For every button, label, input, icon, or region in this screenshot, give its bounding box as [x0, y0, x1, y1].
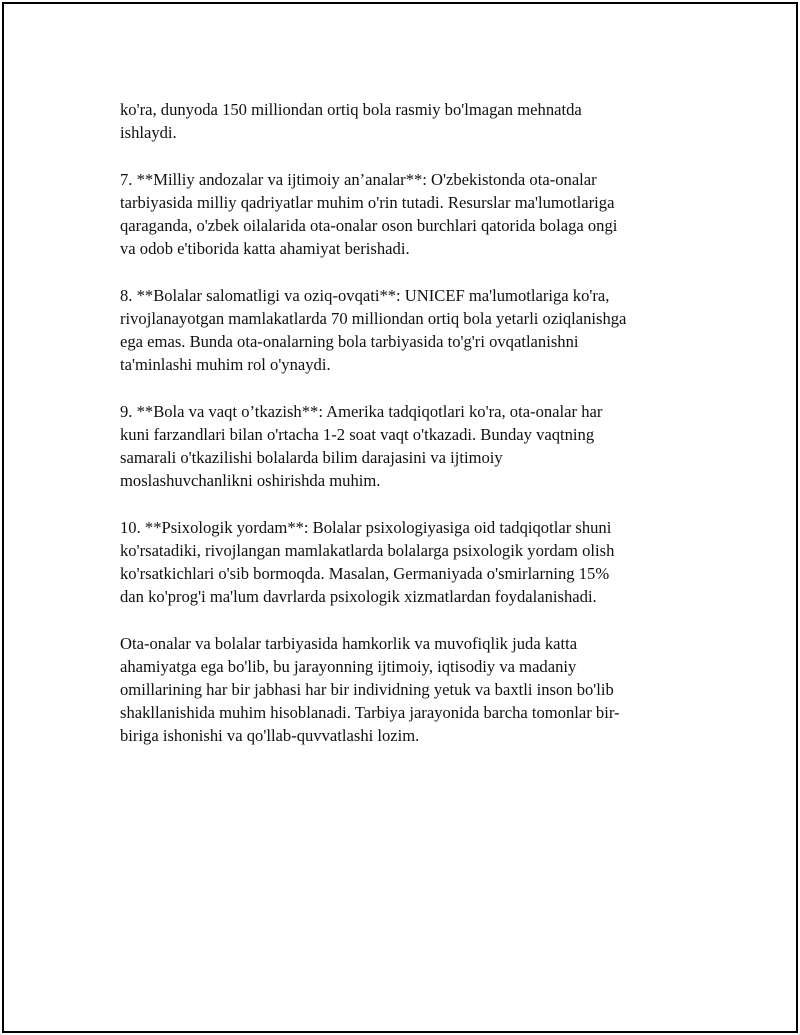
text-line: samarali o'tkazilishi bolalarda bilim darajasini va ijtimoiy [120, 448, 503, 467]
text-line: dan ko'prog'i ma'lum davrlarda psixologik xizmatlardan foydalanishadi. [120, 587, 597, 607]
text-line: ta'minlashi muhim rol o'ynaydi. [120, 355, 331, 375]
text-line: biriga ishonishi va qo'llab-quvvatlashi lozim. [120, 726, 420, 746]
text-line: ega emas. Bunda ota-onalarning bola tarbiyasida to'g'ri ovqatlanishni [120, 332, 579, 351]
paragraph-item-8 [120, 284, 690, 377]
text-line: omillarining har bir jabhasi har bir individning yetuk va baxtli inson bo'lib [120, 680, 614, 699]
text-line: 8. **Bolalar salomatligi va oziq-ovqati**: UNICEF ma'lumotlariga ko'ra, [120, 285, 610, 305]
paragraph-conclusion [120, 632, 690, 748]
text-line: 7. **Milliy andozalar va ijtimoiy an’analar**: O'zbekistonda ota-onalar [120, 169, 597, 189]
text-line: rivojlanayotgan mamlakatlarda 70 milliondan ortiq bola yetarli oziqlanishga [120, 308, 627, 328]
text-line: 9. **Bola va vaqt o’tkazish**: Amerika tadqiqotlari ko'ra, ota-onalar har [120, 401, 603, 421]
text-line: kuni farzandlari bilan o'rtacha 1-2 soat vaqt o'tkazadi. Bunday vaqtning [120, 424, 595, 444]
text-line: ko'rsatkichlari o'sib bormoqda. Masalan, Germaniyada o'smirlarning 15% [120, 564, 610, 583]
text-line: ko'rsatadiki, rivojlangan mamlakatlarda bolalarga psixologik yordam olish [120, 540, 615, 560]
text-line: va odob e'tiborida katta ahamiyat berishadi. [120, 239, 410, 259]
paragraph-item-10 [120, 516, 690, 609]
text-line: tarbiyasida milliy qadriyatlar muhim o'rin tutadi. Resurslar ma'lumotlariga [120, 192, 615, 212]
text-line: qaraganda, o'zbek oilalarida ota-onalar oson burchlari qatorida bolaga ongi [120, 216, 618, 235]
text-line: ko'ra, dunyoda 150 milliondan ortiq bola rasmiy bo'lmagan mehnatda [120, 100, 582, 119]
text-line: Ota-onalar va bolalar tarbiyasida hamkorlik va muvofiqlik juda katta [120, 633, 578, 653]
document-page [2, 2, 798, 1033]
text-line: 10. **Psixologik yordam**: Bolalar psixologiyasiga oid tadqiqotlar shuni [120, 517, 612, 537]
text-line: moslashuvchanlikni oshirishda muhim. [120, 471, 381, 491]
text-line: ishlaydi. [120, 123, 177, 143]
paragraph-item-7 [120, 168, 690, 261]
document-body [120, 98, 690, 771]
paragraph-continuation [120, 98, 690, 144]
text-line: shakllanishida muhim hisoblanadi. Tarbiya jarayonida barcha tomonlar bir- [120, 703, 620, 723]
text-line: ahamiyatga ega bo'lib, bu jarayonning ijtimoiy, iqtisodiy va madaniy [120, 656, 577, 676]
paragraph-item-9 [120, 400, 690, 493]
